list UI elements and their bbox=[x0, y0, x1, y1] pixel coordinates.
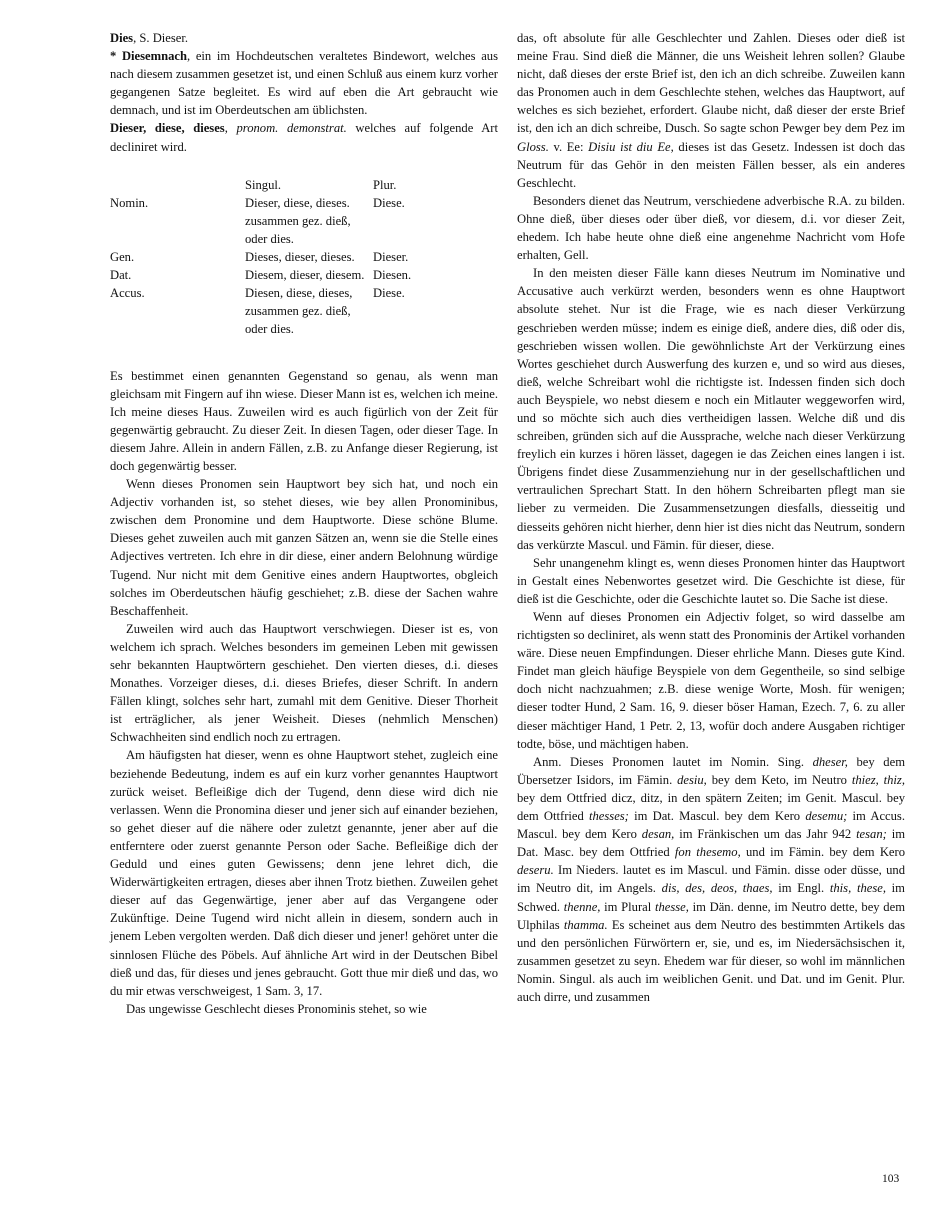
declension-table bbox=[110, 176, 498, 339]
body-paragraph: Wenn dieses Pronomen sein Hauptwort bey sich hat, und noch ein Adjectiv vorhanden ist, so stehet dieses, wie bey allen Pronominibus, zwischen dem Pronomine und dem Hauptworte. Diese schöne Blume. Dieses gehet zuweilen auch mit ganzen Sätzen an, wenn sie die Stelle eines Adjectives vertreten. Ich ehre in dir diese, einer andern Belohnung würdige Tugend. Nur nicht mit dem Genitive eines andern Hauptwortes, obgleich solches im Oberdeutschen häufig geschiehet; z.B. diese der Sachen wahre Beschaffenheit. bbox=[110, 477, 498, 618]
declension-row bbox=[110, 194, 498, 248]
quoted-form: Disiu ist diu Ee, bbox=[588, 139, 674, 154]
old-form: this, these, bbox=[829, 881, 886, 896]
text-run: und im Fämin. bey dem Kero bbox=[740, 845, 905, 860]
left-column bbox=[110, 29, 498, 1018]
body-paragraph: Besonders dienet das Neutrum, verschiedene adverbische R.A. zu bilden. Ohne dieß, über dieses oder über dieß, vor diesem, d.i. vor dieser Zeit, ehedem. Ich habe heute ohne dieß eine angenehme Nachricht vom Hofe erhalten, Gell. bbox=[517, 193, 905, 263]
text-run: dieses ist das Gesetz. Indessen ist doch das Neutrum für das Gehör in den meisten Fällen besser, als ein anderes Geschlecht. bbox=[517, 139, 905, 190]
entry-text: welches auf folgende Art decliniret wird. bbox=[110, 121, 498, 154]
text-run: im Dat. Masc. bey dem Ottfried bbox=[517, 827, 906, 860]
table-header-singular: Singul. bbox=[245, 177, 282, 192]
case-name: Nomin. bbox=[110, 195, 149, 210]
body-paragraph: Am häufigsten hat dieser, wenn es ohne Hauptwort stehet, zugleich eine beziehende Bedeutung, indem es auf ein kurz vorher genanntes Hauptwort zurück weiset. Befleißige dich der Tugend, denn diese wird dich nie verlassen. Wenn die Pronomina dieser und jener sich auf einander beziehen, so gehet dieser auf die nähere oder zuletzt genannte, jener aber auf die entferntere oder zuerst genannte Person oder Sache. Befleißige dich der Geduld und eines guten Gewissens; denn jene lehret dich, die Widerwärtigkeiten ertragen, dieses aber ihnen Trotz biethen. Zuweilen gehet dieser auf das Gegenwärtige, jener aber auf das Vergangene oder Zukünftige. Deine Tugend wird nicht allein in diesem, sondern auch in jenem Leben vergolten werden. Daß dich dieser und jener! gehöret unter die sinnlosen Flüche des Pöbels. Auf ähnliche Art wird in der Deutschen Bibel dieß und das, für dieses und jenes gebraucht. Gott thue mir dieß und das, wo du mir etwas verschweigest, 1 Sam. 3, 17. bbox=[110, 748, 498, 998]
text-run: v. Ee: bbox=[548, 139, 589, 154]
text-run: Es scheinet aus dem Neutro des bestimmten Artikels das und den persönlichen Fürwörtern er, sie, und es, im Niedersächsischen it, zusammen gesetzet zu seyn. Ehedem war für dieser, so wohl im männlichen Nomin. Singul. als auch im weiblichen Genit. und Dat. und im Genit. Plur. auch dirre, und zusammen bbox=[517, 917, 905, 1004]
text-run: im Dän. denne, im Neutro dette, bey dem Ulphilas bbox=[517, 899, 905, 932]
case-name: Accus. bbox=[110, 286, 145, 301]
old-form: tesan; bbox=[856, 827, 887, 842]
old-form: thesses; bbox=[589, 809, 629, 824]
old-form: dheser, bbox=[812, 754, 848, 769]
old-form: thamma. bbox=[563, 917, 608, 932]
singular-form: Diesen, diese, dieses, zusammen gez. dieß, oder dies. bbox=[245, 286, 353, 337]
body-paragraph: In den meisten dieser Fälle kann dieses Neutrum im Nominative und Accusative auch verkürzt werden, besonders wenn es ohne Hauptwort absolute stehet. Nur ist die Frage, wie es nach dieser Verkürzung geschrieben werden müsse; indem es einige dieß, andere dies, diß oder dis, geschrieben wissen wollen. Die gewöhnlichste Art der Verkürzung eines Wortes geschiehet durch Auswerfung des kurzen e, und so wird aus dieses, dieß, welche Schreibart wohl die richtigste ist. Indessen finden sich doch auch Beyspiele, wo nebst diesem e noch ein Mitlauter weggeworfen wird, und so möchte sich auch dies vertheidigen lassen. Welche diß und dis schreiben, gründen sich auf die Aussprache, welche nach dieser Verkürzung freylich ein kurzes i hören lässet, dagegen ie das Zeichen eines langen i ist. Übrigens findet diese Zusammenziehung nur in der gesellschaftlichen und vertraulichen Sprechart Statt. In den höhern Schreibarten pflegt man sie lieber zu vermeiden. Die Zusammensetzungen diesfalls, diesseitig und diesseits gehören nicht hierher, denn hier ist dies nicht das Neutrum, sondern das verkürzte Mascul. und Fämin. für dieser, diese. bbox=[517, 266, 905, 552]
text-run: bey dem Keto, im Neutro bbox=[706, 772, 852, 787]
plural-form: Diese. bbox=[373, 195, 405, 210]
singular-form: Dieser, diese, dieses. zusammen gez. dieß, oder dies. bbox=[245, 195, 351, 246]
page-number: 103 bbox=[882, 1173, 900, 1185]
plural-form: Dieser. bbox=[373, 250, 409, 265]
entry-headword: Dieser, diese, dieses bbox=[110, 121, 225, 136]
body-paragraph: Zuweilen wird auch das Hauptwort verschwiegen. Dieser ist es, von welchem ich sprach. Welches besonders im gemeinen Leben mit gewissen sehr bekannten Hauptwörtern geschiehet. Den vierten dieses, d.i. dieses Monathes. Vorzeiger dieses, d.i. dieses Briefes, dieser Schrift. In andern Fällen klingt, solches sehr hart, zumahl mit dem Genitive. Dieser Thorheit ist erträglicher, als jener Weisheit. Dieses (nehmlich Menschen) Schwachheiten sind endlich noch zu ertragen. bbox=[110, 621, 498, 745]
case-name: Gen. bbox=[110, 250, 135, 265]
declension-header-row bbox=[110, 176, 498, 194]
text-run: im Dat. Mascul. bey dem Kero bbox=[628, 809, 806, 824]
old-form: thenne, bbox=[563, 899, 601, 914]
table-header-case bbox=[110, 176, 245, 194]
declension-row bbox=[110, 248, 498, 266]
text-run: bey dem Ottfried dicz, ditz, in den spätern Zeiten; im Genit. Mascul. bey dem Ottfried bbox=[517, 790, 905, 824]
body-paragraph: Sehr unangenehm klingt es, wenn dieses Pronomen hinter das Hauptwort in Gestalt eines Nebenwortes gesetzet wird. Die Geschichte ist diese, für dieß ist die Geschichte, oder die Geschichte lautet so. Die Sache ist diese. bbox=[517, 555, 905, 606]
body-paragraph: Es bestimmet einen genannten Gegenstand so genau, als wenn man gleichsam mit Fingern auf ihn wiese. Dieser Mann ist es, welchen ich meine. Ich meine dieses Haus. Zuweilen wird es auch figürlich von der Zeit für gegenwärtig gebraucht. Zu dieser Zeit. In diesen Tagen, oder dieser Tage. In diesem Jahre. Allein in andern Fällen, z.B. zu Anfange dieser Regierung, ist doch gegenwärtig besser. bbox=[110, 368, 498, 473]
old-form: desiu, bbox=[677, 772, 707, 787]
text-run: im Schwed. bbox=[517, 881, 905, 914]
entry-headword: Dies bbox=[110, 31, 134, 45]
old-form: desan, bbox=[641, 827, 675, 842]
body-paragraph bbox=[517, 29, 905, 192]
old-form: thiez, thiz, bbox=[851, 772, 905, 787]
entry-dies bbox=[110, 29, 498, 47]
text-run: Im Nieders. lautet es im Mascul. und Fämin. disse oder düsse, und im Neutro dit, im Angels. bbox=[517, 863, 905, 896]
table-header-plural: Plur. bbox=[373, 177, 397, 192]
right-column bbox=[517, 29, 905, 1006]
declension-row bbox=[110, 284, 498, 338]
text-run: im Fränkischen um das Jahr 942 bbox=[674, 827, 857, 842]
text-run: im Accus. Mascul. bey dem Kero bbox=[517, 809, 905, 842]
entry-diesemnach bbox=[110, 47, 498, 119]
text-run: im Plural bbox=[600, 899, 655, 914]
plural-form: Diesen. bbox=[373, 268, 412, 283]
declension-row bbox=[110, 266, 498, 284]
old-form: fon thesemo, bbox=[674, 845, 741, 860]
body-paragraph: Wenn auf dieses Pronomen ein Adjectiv folget, so wird dasselbe am richtigsten so decliniret, als wenn statt des Pronominis der Artikel vorhanden wäre. Diese neuen Empfindungen. Dieser ehrliche Mann. Dieses gute Kind. Findet man gleich häufige Beyspiele von dem Gegentheile, so sind selbige doch nicht nachzuahmen; z.B. diese wenige Worte, Mosh. für wenigen; dieser todter Hund, 2 Sam. 16, 9. dieser böser Haman, Ezech. 7, 6. zu aller dieser mächtiger Hand, 1 Petr. 2, 13, wofür doch andere Ausgaben richtiger todte, böse, und mächtigen haben. bbox=[517, 610, 905, 751]
entry-text: , S. Dieser. bbox=[133, 31, 189, 45]
text-run: Anm. Dieses Pronomen lautet im Nomin. Sing. bbox=[533, 754, 813, 769]
singular-form: Diesem, dieser, diesem. bbox=[245, 268, 365, 283]
entry-dieser: Dieser, diese, dieses, pronom. demonstrat. welches auf folgende Art decliniret wird. bbox=[110, 121, 498, 154]
case-name: Dat. bbox=[110, 268, 132, 283]
entry-grammar: pronom. demonstrat. bbox=[236, 121, 347, 136]
old-form: dis, des, deos, thaes, bbox=[661, 881, 773, 896]
entry-text: , ein im Hochdeutschen veraltetes Bindewort, welches aus nach diesem zusammen gesetzet ist, und einen Schluß aus einem kurz vorher gegangenen Satze begleitet. Es wird auf eben die Art gebraucht wie demnach, und ist im Oberdeutschen am üblichsten. bbox=[110, 49, 498, 118]
old-form: deseru. bbox=[517, 863, 554, 878]
old-form: desemu; bbox=[805, 809, 848, 824]
old-form: thesse, bbox=[654, 899, 689, 914]
plural-form: Diese. bbox=[373, 286, 405, 301]
text-run: im Engl. bbox=[772, 881, 830, 896]
text-run: das, oft absolute für alle Geschlechter und Zahlen. Dieses oder dieß ist meine Frau. Sind dieß die Männer, die uns Weisheit lehren sollen? Glaube nicht, daß dieses der erste Brief ist, den ich an dich schreibe. Zuweilen kann das Pronomen auch in dem Geschlechte stehen, welches das Hauptwort, auf welches es sich beziehet, erfordert. Glaube nicht, daß dieser der erste Brief ist, den ich an dich schreibe, Dusch. So sagte schon Pewger bey dem Pez im bbox=[517, 31, 905, 136]
annotation-paragraph bbox=[517, 753, 905, 1006]
entry-headword: * Diesemnach bbox=[110, 49, 188, 64]
body-paragraph: Das ungewisse Geschlecht dieses Pronominis stehet, so wie bbox=[126, 1001, 427, 1016]
singular-form: Dieses, dieser, dieses. bbox=[245, 250, 355, 265]
text-run: bey dem Übersetzer Isidors, im Fämin. bbox=[517, 754, 905, 787]
source-citation: Gloss. bbox=[517, 139, 549, 154]
